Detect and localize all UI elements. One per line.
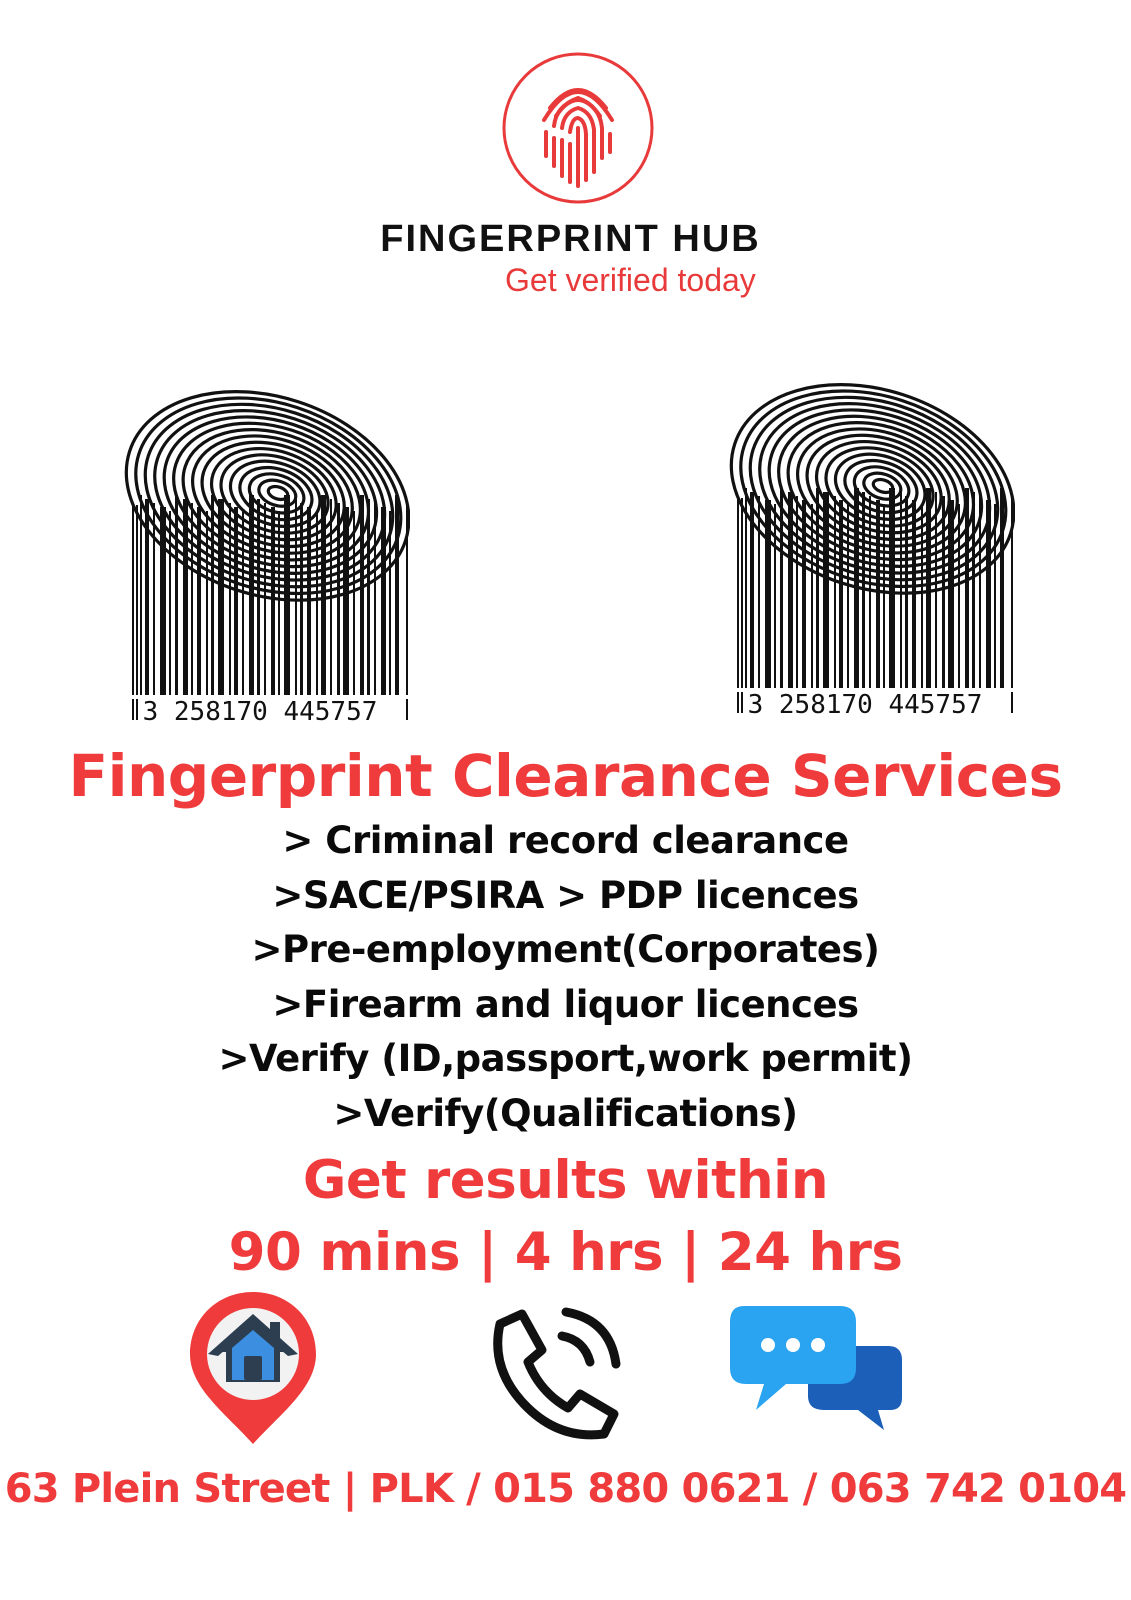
barcode-bar [395,495,399,695]
barcode-bar [367,499,370,695]
barcode-bar [926,488,931,688]
barcode-bar [321,495,326,695]
barcode-bar [900,492,902,688]
fingerprint-ridge [267,484,290,502]
barcode-bar [242,511,244,695]
services-list [0,814,1131,1141]
barcode-bar [965,488,969,688]
service-item: >Verify (ID,passport,work permit) [218,1037,913,1080]
barcode-bar [942,496,945,688]
contact-line: 63 Plein Street | PLK / 015 880 0621 / 063 742 0104 [4,1466,1127,1512]
service-item: >Verify(Qualifications) [333,1091,798,1135]
barcode-guard-bar [741,498,743,713]
results-heading: Get results within [302,1150,829,1211]
barcode-bar [758,496,760,688]
service-item: >SACE/PSIRA > PDP licences [272,873,859,917]
barcode-bar [264,503,266,695]
barcode-bar [839,500,843,688]
barcode-bar [337,503,340,695]
barcode-bar [316,511,318,695]
barcode-bar [972,492,975,688]
fingerprint-barcode-icon [715,378,1015,718]
barcode-bar [802,500,806,688]
barcode-bar [271,507,275,695]
brand-tagline: Get verified today [505,262,756,298]
fingerprint-circle-icon [488,48,668,208]
barcode-bar [876,500,880,688]
barcode-number: 3 258170 445757 [747,690,983,718]
barcode-bar [745,488,747,688]
barcode-bar [869,496,871,688]
results-times: 90 mins | 4 hrs | 24 hrs [228,1222,903,1283]
barcode-bar [197,507,201,695]
service-item: >Firearm and liquor licences [272,982,859,1026]
fingerprint-barcode-icon [110,385,410,725]
service-item: > Criminal record clearance [282,819,849,862]
barcode-bar [834,496,836,688]
brand-name: FINGERPRINT HUB [380,218,761,260]
barcode-guard-bar [737,498,739,713]
barcode-bar [140,495,142,695]
barcode-bar [847,504,849,688]
services-title: Fingerprint Clearance Services [68,742,1063,810]
chat-bubbles-icon [728,1302,908,1438]
location-pin-home-icon [186,1288,320,1448]
barcode-bar [353,511,355,695]
barcode-number: 3 258170 445757 [142,697,378,725]
barcode-bar [229,503,231,695]
barcode-bar [921,504,923,688]
barcode-bar [295,499,297,695]
service-item: >Pre-employment(Corporates) [251,928,880,971]
barcode-bar [153,503,155,695]
barcode-bar [360,495,364,695]
barcode-guard-bar [136,505,138,720]
barcode-bar [958,504,960,688]
fingerprint-ridge [872,477,895,495]
barcode-guard-bar [132,505,134,720]
barcode-bar [1000,488,1004,688]
barcode-bar [343,507,349,695]
barcode-bar [234,507,238,695]
phone-icon [478,1300,628,1440]
barcode-bar [948,500,954,688]
barcode-bar [169,511,171,695]
barcode-bar [774,504,776,688]
